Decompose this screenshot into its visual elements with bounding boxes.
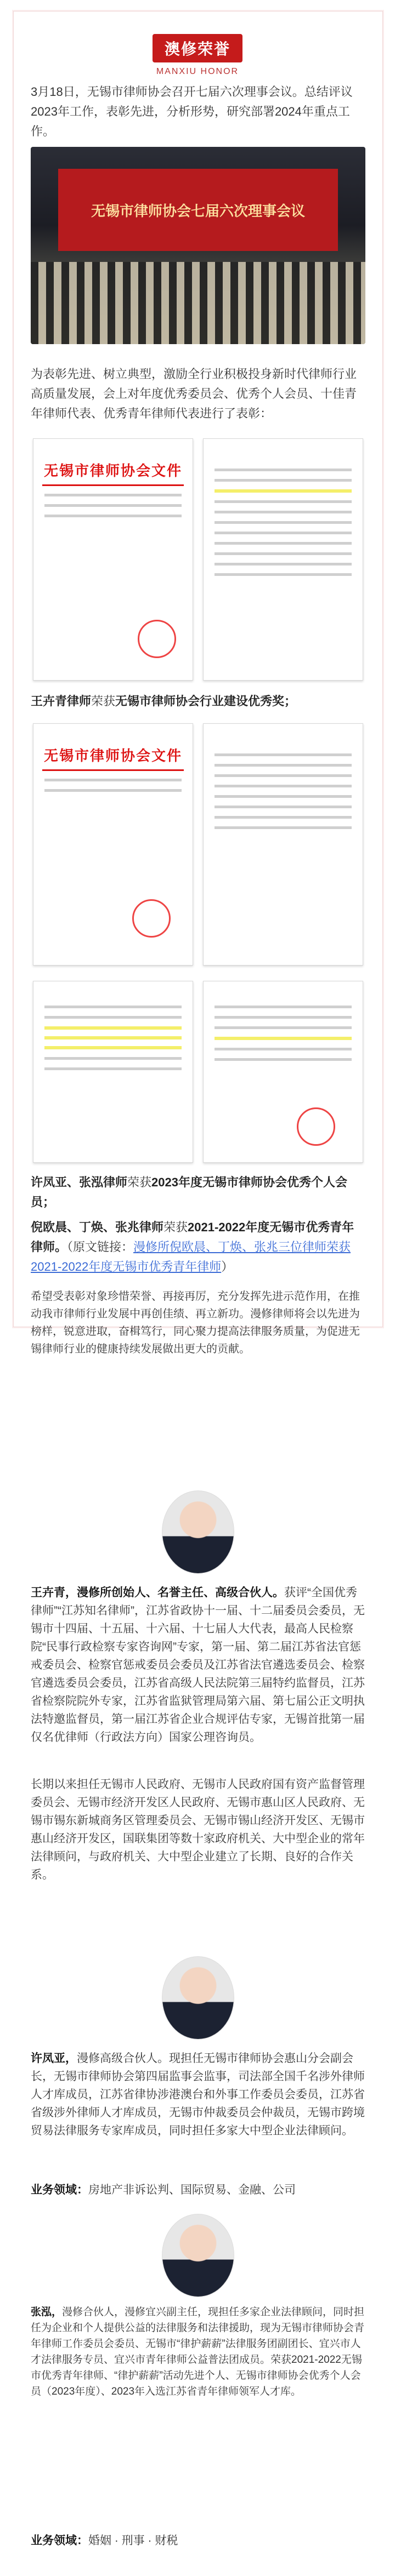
award-2-names: 许凤亚、张泓律师 — [31, 1175, 128, 1189]
honor-title: 澳修荣誉 — [153, 34, 242, 62]
person-3-bio: 张泓，漫修合伙人，漫修宜兴副主任，现担任多家企业法律顾问，同时担任为企业和个人提供公益的法律服务和法律援助，现为无锡市律师协会青年律师工作委员会委员、无锡市“律护薪薪”法律服务团副团长、宜兴市人才法律服务专员、宜兴市青年律师公益普法团成员。荣获2021-2022无锡市优秀青年律师、“律护薪薪”活动先进个人、无锡市律师协会优秀个人会员（2023年度）、2023年入选江苏省青年律师领军人才库。 — [31, 2306, 365, 2397]
award-2-text: 2023年度无锡市律师协会优秀个人会员； — [31, 1175, 347, 1209]
person-1-bio-2: 长期以来担任无锡市人民政府、无锡市人民政府国有资产监督管理委员会、无锡市经济开发区人民政府、无锡市惠山区人民政府、无锡市锡东新城商务区管理委员会、无锡市锡山经济开发区、无锡市惠山经济开发区，国联集团等数十家政府机关、大中型企业的常年法律顾问，与政府机关、大中型企业建立了长期、良好的合作关系。 — [31, 1778, 365, 1881]
award-3-names: 倪欧晨、丁焕、张兆律师 — [31, 1220, 164, 1234]
award-1: 王卉青律师荣获无锡市律师协会行业建设优秀奖； — [31, 694, 297, 708]
document-page-6 — [203, 981, 363, 1163]
honor-subtitle: MANXIU HONOR — [156, 67, 239, 76]
person-2-name: 许凤亚， — [31, 2052, 77, 2065]
document-page-1 — [33, 438, 193, 681]
document-page-2 — [203, 438, 363, 681]
document-page-4 — [203, 723, 363, 966]
commendation-paragraph: 为表彰先进、树立典型，激励全行业积极投身新时代律师行业高质量发展，会上对年度优秀委员会、优秀个人会员、十佳青年律师代表、优秀青年律师代表进行了表彰： — [31, 367, 357, 420]
doc-title-2: 无锡市律师协会文件 — [43, 747, 182, 764]
person-3-field: 业务领域：婚姻 · 刑事 · 财税 — [31, 2534, 178, 2547]
avatar-person-3 — [162, 2214, 234, 2297]
meeting-photo — [31, 147, 365, 344]
seal-stamp-2 — [132, 899, 171, 938]
document-page-5 — [33, 981, 193, 1163]
award-1-name: 王卉青律师 — [31, 694, 92, 708]
avatar-person-1 — [162, 1490, 234, 1574]
person-1-bio: 王卉青，漫修所创始人、名誉主任、高级合伙人。获评“全国优秀律师”“江苏知名律师”，江苏省政协十一届、十二届委员会委员，无锡市十四届、十五届、十六届、十七届人大代表，最高人民检察院“民事行政检察专家咨询网”专家，第一届、第二届江苏省法官惩戒委员会、检察官惩戒委员会委员及江苏省法官遴选委员会、检察官遴选委员会委员，江苏省高级人民法院第三届特约监督员，江苏省检察院院外专家，江苏省监狱管理局第六届、第七届公正文明执法特邀监督员，第一届江苏省企业合规评估专家，无锡首批第一届仅名优律师（行政法方向）国家公理咨询员。 — [31, 1586, 365, 1744]
avatar-person-2 — [162, 1956, 234, 2040]
article-link[interactable]: 漫修所倪欧晨、丁焕、张兆三位律师荣获2021-2022年度无锡市优秀青年律师 — [31, 1240, 351, 1273]
award-3: 倪欧晨、丁焕、张兆律师荣获2021-2022年度无锡市优秀青年律师。（原文链接：漫修所倪欧晨、丁焕、张兆三位律师荣获2021-2022年度无锡市优秀青年律师） — [31, 1220, 354, 1273]
person-1-name: 王卉青，漫修所创始人、名誉主任、高级合伙人。 — [31, 1586, 284, 1599]
doc-title: 无锡市律师协会文件 — [43, 462, 182, 479]
seal-stamp-3 — [297, 1107, 335, 1146]
person-2-field: 业务领域：房地产非诉讼判、国际贸易、金融、公司 — [31, 2184, 296, 2196]
honor-header — [0, 34, 395, 77]
meeting-banner: 无锡市律师协会七届六次理事会议 — [58, 169, 338, 251]
person-3-name: 张泓， — [31, 2306, 63, 2318]
intro-paragraph: 3月18日，无锡市律师协会召开七届六次理事会议。总结评议2023年工作，表彰先进，分析形势，研究部署2024年重点工作。 — [31, 85, 353, 138]
award-1-text: 无锡市律师协会行业建设优秀奖； — [115, 694, 297, 708]
document-page-3 — [33, 723, 193, 966]
award-3-text: 2021-2022年度无锡市优秀青年律师。 — [31, 1220, 354, 1254]
seal-stamp — [138, 620, 176, 658]
award-2: 许凤亚、张泓律师荣获2023年度无锡市律师协会优秀个人会员； — [31, 1175, 347, 1209]
person-2-bio: 许凤亚，漫修高级合伙人。现担任无锡市律师协会惠山分会副会长，无锡市律师协会第四届监事会监事，司法部全国千名涉外律师人才库成员，江苏省律协涉港澳台和外事工作委员会委员，江苏省省级涉外律师人才库成员，无锡市仲裁委员会仲裁员，无锡市跨境贸易法律服务专家库成员，同时担任多家大中型企业法律顾问。 — [31, 2052, 365, 2137]
audience-image — [31, 262, 365, 344]
closing-paragraph: 希望受表彰对象珍惜荣誉、再接再厉，充分发挥先进示范作用，在推动我市律师行业发展中再创佳绩、再立新功。漫修律师将会以先进为榜样，锐意进取，奋楫笃行，同心聚力提高法律服务质量，为促进无锡律师行业的健康持续发展做出更大的贡献。 — [31, 1290, 360, 1355]
